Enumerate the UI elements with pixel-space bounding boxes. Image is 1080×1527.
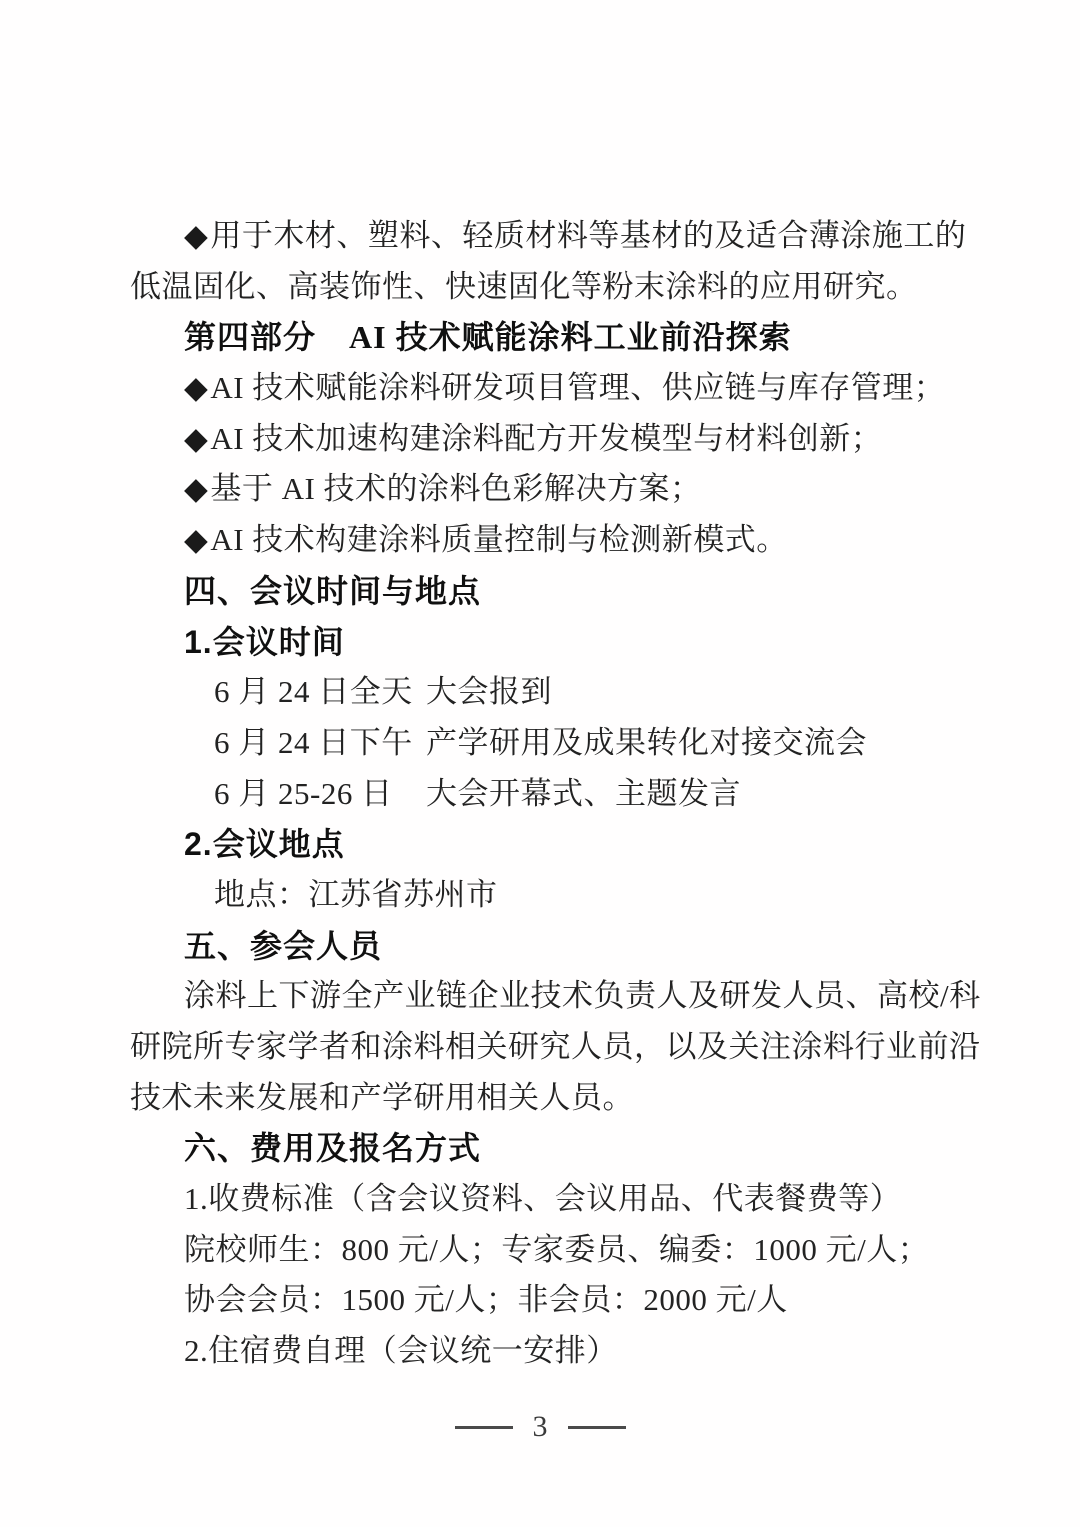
detail-line: 地点：江苏省苏州市 — [214, 876, 498, 912]
footer-right-dash — [568, 1426, 626, 1429]
continuation-line: 低温固化、高装饰性、快速固化等粉末涂料的应用研究。 — [130, 268, 918, 304]
heading-line: 1.会议时间 — [184, 623, 345, 660]
bullet-line — [130, 414, 942, 465]
schedule-time: 6 月 24 日下午 — [214, 724, 413, 760]
diamond-bullet-icon: ◆ — [184, 370, 209, 406]
diamond-bullet-icon: ◆ — [184, 522, 209, 558]
heading-line: 五、参会人员 — [184, 927, 383, 964]
part-heading-line: 第四部分 AI 技术赋能涂料工业前沿探索 — [184, 319, 792, 356]
fee-line: 院校师生：800 元/人；专家委员、编委：1000 元/人； — [184, 1231, 930, 1267]
fee-line: 1.收费标准（含会议资料、会议用品、代表餐费等） — [184, 1181, 902, 1217]
footer-left-dash — [455, 1426, 513, 1429]
page-number: 3 — [532, 1410, 548, 1443]
page-footer — [0, 1410, 1080, 1444]
bullet-line — [130, 363, 946, 414]
schedule-event: 大会报到 — [426, 674, 552, 710]
document-content — [130, 211, 981, 1377]
diamond-bullet-icon: ◆ — [184, 420, 209, 456]
fee-line: 协会会员：1500 元/人；非会员：2000 元/人 — [184, 1282, 788, 1318]
schedule-event: 大会开幕式、主题发言 — [426, 775, 741, 811]
diamond-bullet-icon: ◆ — [184, 218, 209, 253]
bullet-text: AI 技术加速构建涂料配方开发模型与材料创新； — [210, 420, 883, 456]
bullet-text: 用于木材、塑料、轻质材料等基材的及适合薄涂施工的 — [210, 218, 967, 253]
schedule-event: 产学研用及成果转化对接交流会 — [426, 724, 867, 760]
schedule-line — [130, 769, 942, 820]
bullet-line — [130, 464, 942, 515]
diamond-bullet-icon: ◆ — [184, 471, 209, 507]
bullet-text: 基于 AI 技术的涂料色彩解决方案； — [210, 471, 702, 507]
bullet-line — [130, 515, 942, 566]
fee-line: 2.住宿费自理（会议统一安排） — [184, 1333, 618, 1369]
continuation-line: 技术未来发展和产学研用相关人员。 — [130, 1079, 634, 1115]
continuation-line: 研院所专家学者和涂料相关研究人员，以及关注涂料行业前沿 — [130, 1029, 981, 1064]
heading-line: 四、会议时间与地点 — [184, 572, 482, 609]
schedule-line — [130, 667, 942, 718]
schedule-time: 6 月 24 日全天 — [214, 674, 413, 710]
heading-line: 2.会议地点 — [184, 826, 345, 863]
schedule-line — [130, 718, 942, 769]
bullet-line — [130, 211, 967, 262]
para-first-line: 涂料上下游全产业链企业技术负责人及研发人员、高校/科 — [184, 978, 981, 1014]
heading-line: 六、费用及报名方式 — [184, 1130, 482, 1167]
bullet-text: AI 技术赋能涂料研发项目管理、供应链与库存管理； — [210, 370, 946, 406]
bullet-text: AI 技术构建涂料质量控制与检测新模式。 — [210, 522, 788, 558]
schedule-time: 6 月 25-26 日 — [214, 775, 393, 811]
